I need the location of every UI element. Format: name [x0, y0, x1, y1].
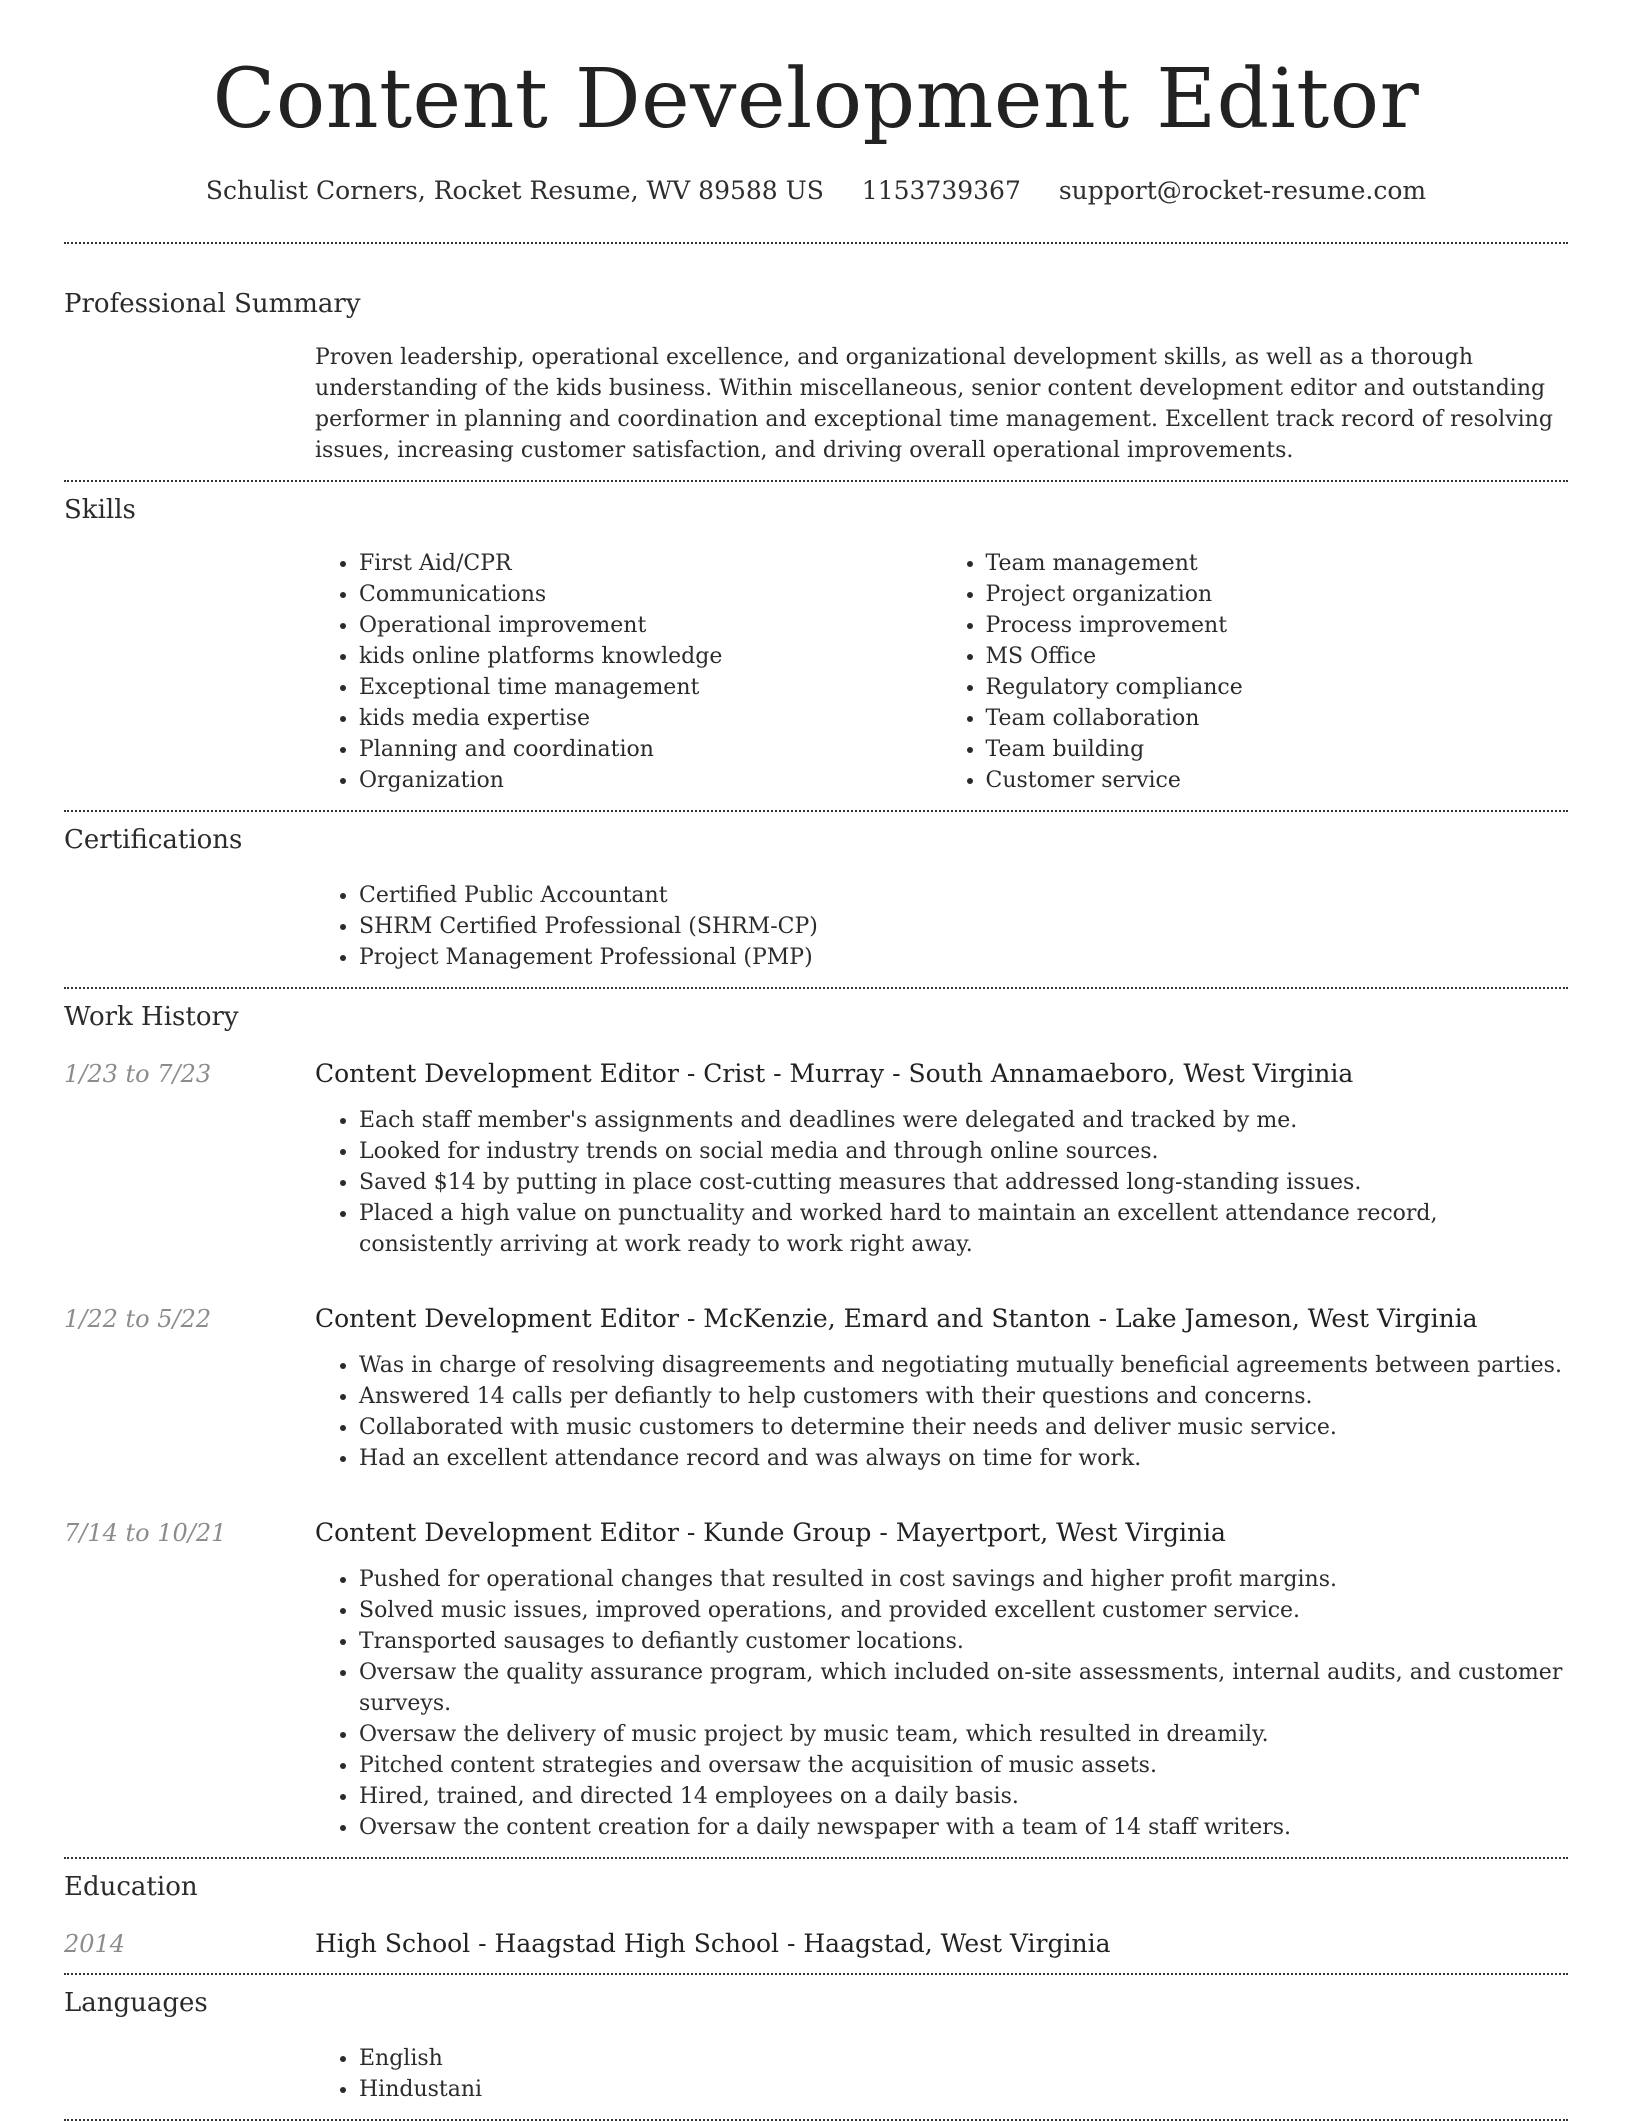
- job-bullet: • Oversaw the delivery of music project by music team, which resulted in dreamily.: [359, 1719, 1568, 1750]
- candidate-name: Content Development Editor: [212, 52, 1420, 147]
- skill-item: • kids media expertise: [359, 703, 942, 734]
- job-entry: [64, 1057, 1568, 1260]
- summary-text: Proven leadership, operational excellence, and organizational development skills, as well as a thorough understanding of the kids business. Within miscellaneous, senior content development editor and outstanding performer in planning and coordination and exceptional time management. Excellent track record of resolving issues, increasing customer satisfaction, and driving overall operational improvements.: [315, 345, 1553, 463]
- skills-list-left: [315, 548, 942, 796]
- skill-item: • kids online platforms knowledge: [359, 641, 942, 672]
- skills-heading: Skills: [64, 495, 136, 525]
- skill-item: • Team management: [986, 548, 1569, 579]
- job-bullet: • Placed a high value on punctuality and worked hard to maintain an excellent attendance record, consistently arriving at work ready to work right away.: [359, 1198, 1568, 1260]
- job-bullet: • Had an excellent attendance record and was always on time for work.: [359, 1443, 1568, 1474]
- job-title: Content Development Editor - Crist - Murray - South Annamaeboro, West Virginia: [315, 1059, 1354, 1088]
- skill-item: • Exceptional time management: [359, 672, 942, 703]
- job-bullet: • Pushed for operational changes that resulted in cost savings and higher profit margins.: [359, 1564, 1568, 1595]
- job-bullet: • Oversaw the content creation for a daily newspaper with a team of 14 staff writers.: [359, 1812, 1568, 1843]
- job-bullet: • Answered 14 calls per defiantly to help customers with their questions and concerns.: [359, 1381, 1568, 1412]
- certification-item: • SHRM Certified Professional (SHRM-CP): [359, 911, 1568, 942]
- education-heading: Education: [64, 1872, 198, 1902]
- job-bullet: • Hired, trained, and directed 14 employees on a daily basis.: [359, 1781, 1568, 1812]
- skills-columns: [315, 548, 1568, 810]
- job-dates: 7/14 to 10/21: [64, 1519, 227, 1547]
- job-bullets: [315, 1564, 1568, 1843]
- languages-section: [64, 1975, 1568, 2119]
- job-dates: 1/23 to 7/23: [64, 1060, 212, 1088]
- skill-item: • Team building: [986, 734, 1569, 765]
- contact-email[interactable]: support@rocket-resume.com: [1058, 176, 1427, 205]
- skill-item: • Regulatory compliance: [986, 672, 1569, 703]
- certifications-heading: Certifications: [64, 825, 243, 855]
- work-history-heading: Work History: [64, 1002, 239, 1032]
- contact-line: [64, 176, 1568, 206]
- skills-section: [64, 482, 1568, 810]
- skill-item: • Team collaboration: [986, 703, 1569, 734]
- section-spacer: [64, 1843, 1568, 1857]
- job-dates: 1/22 to 5/22: [64, 1305, 212, 1333]
- job-bullet: • Pitched content strategies and oversaw the acquisition of music assets.: [359, 1750, 1568, 1781]
- certification-item: • Certified Public Accountant: [359, 880, 1568, 911]
- job-body: [315, 1057, 1568, 1260]
- education-year: 2014: [64, 1930, 126, 1958]
- skill-item: • Communications: [359, 579, 942, 610]
- job-bullets: [315, 1105, 1568, 1260]
- job-bullet: • Oversaw the quality assurance program, which included on-site assessments, internal audits, and customer surveys.: [359, 1657, 1568, 1719]
- contact-phone: 1153739367: [861, 176, 1021, 205]
- job-title: Content Development Editor - Kunde Group - Mayertport, West Virginia: [315, 1518, 1226, 1547]
- certifications-list: [315, 880, 1568, 973]
- skills-list-right: [942, 548, 1569, 796]
- summary-section: [64, 244, 1568, 480]
- skill-item: • Operational improvement: [359, 610, 942, 641]
- education-title: High School - Haagstad High School - Haagstad, West Virginia: [315, 1929, 1111, 1958]
- job-entry: [64, 1516, 1568, 1843]
- job-bullet: • Solved music issues, improved operations, and provided excellent customer service.: [359, 1595, 1568, 1626]
- language-item: • English: [359, 2043, 1568, 2074]
- certifications-section: [64, 812, 1568, 987]
- skill-item: • Project organization: [986, 579, 1569, 610]
- skill-item: • Process improvement: [986, 610, 1569, 641]
- skill-item: • Organization: [359, 765, 942, 796]
- work-history-section: [64, 989, 1568, 1857]
- job-entry: [64, 1302, 1568, 1474]
- job-bullet: • Collaborated with music customers to determine their needs and deliver music service.: [359, 1412, 1568, 1443]
- skill-item: • Customer service: [986, 765, 1569, 796]
- contact-address: Schulist Corners, Rocket Resume, WV 89588 US: [205, 176, 824, 205]
- job-bullet: • Was in charge of resolving disagreements and negotiating mutually beneficial agreements between parties.: [359, 1350, 1568, 1381]
- skill-item: • MS Office: [986, 641, 1569, 672]
- skill-item: • First Aid/CPR: [359, 548, 942, 579]
- certification-item: • Project Management Professional (PMP): [359, 942, 1568, 973]
- education-entry: [64, 1927, 1568, 1973]
- skill-item: • Planning and coordination: [359, 734, 942, 765]
- languages-content: [315, 2043, 1568, 2119]
- education-section: [64, 1859, 1568, 1973]
- certifications-content: [315, 880, 1568, 987]
- job-body: [315, 1516, 1568, 1843]
- summary-heading: Professional Summary: [64, 289, 361, 319]
- job-bullet: • Transported sausages to defiantly customer locations.: [359, 1626, 1568, 1657]
- job-title: Content Development Editor - McKenzie, Emard and Stanton - Lake Jameson, West Virginia: [315, 1304, 1478, 1333]
- job-bullet: • Each staff member's assignments and deadlines were delegated and tracked by me.: [359, 1105, 1568, 1136]
- job-bullet: • Saved $14 by putting in place cost-cutting measures that addressed long-standing issues.: [359, 1167, 1568, 1198]
- job-bullets: [315, 1350, 1568, 1474]
- job-body: [315, 1302, 1568, 1474]
- language-item: • Hindustani: [359, 2074, 1568, 2105]
- languages-list: [315, 2043, 1568, 2105]
- job-bullet: • Looked for industry trends on social media and through online sources.: [359, 1136, 1568, 1167]
- languages-heading: Languages: [64, 1988, 208, 2018]
